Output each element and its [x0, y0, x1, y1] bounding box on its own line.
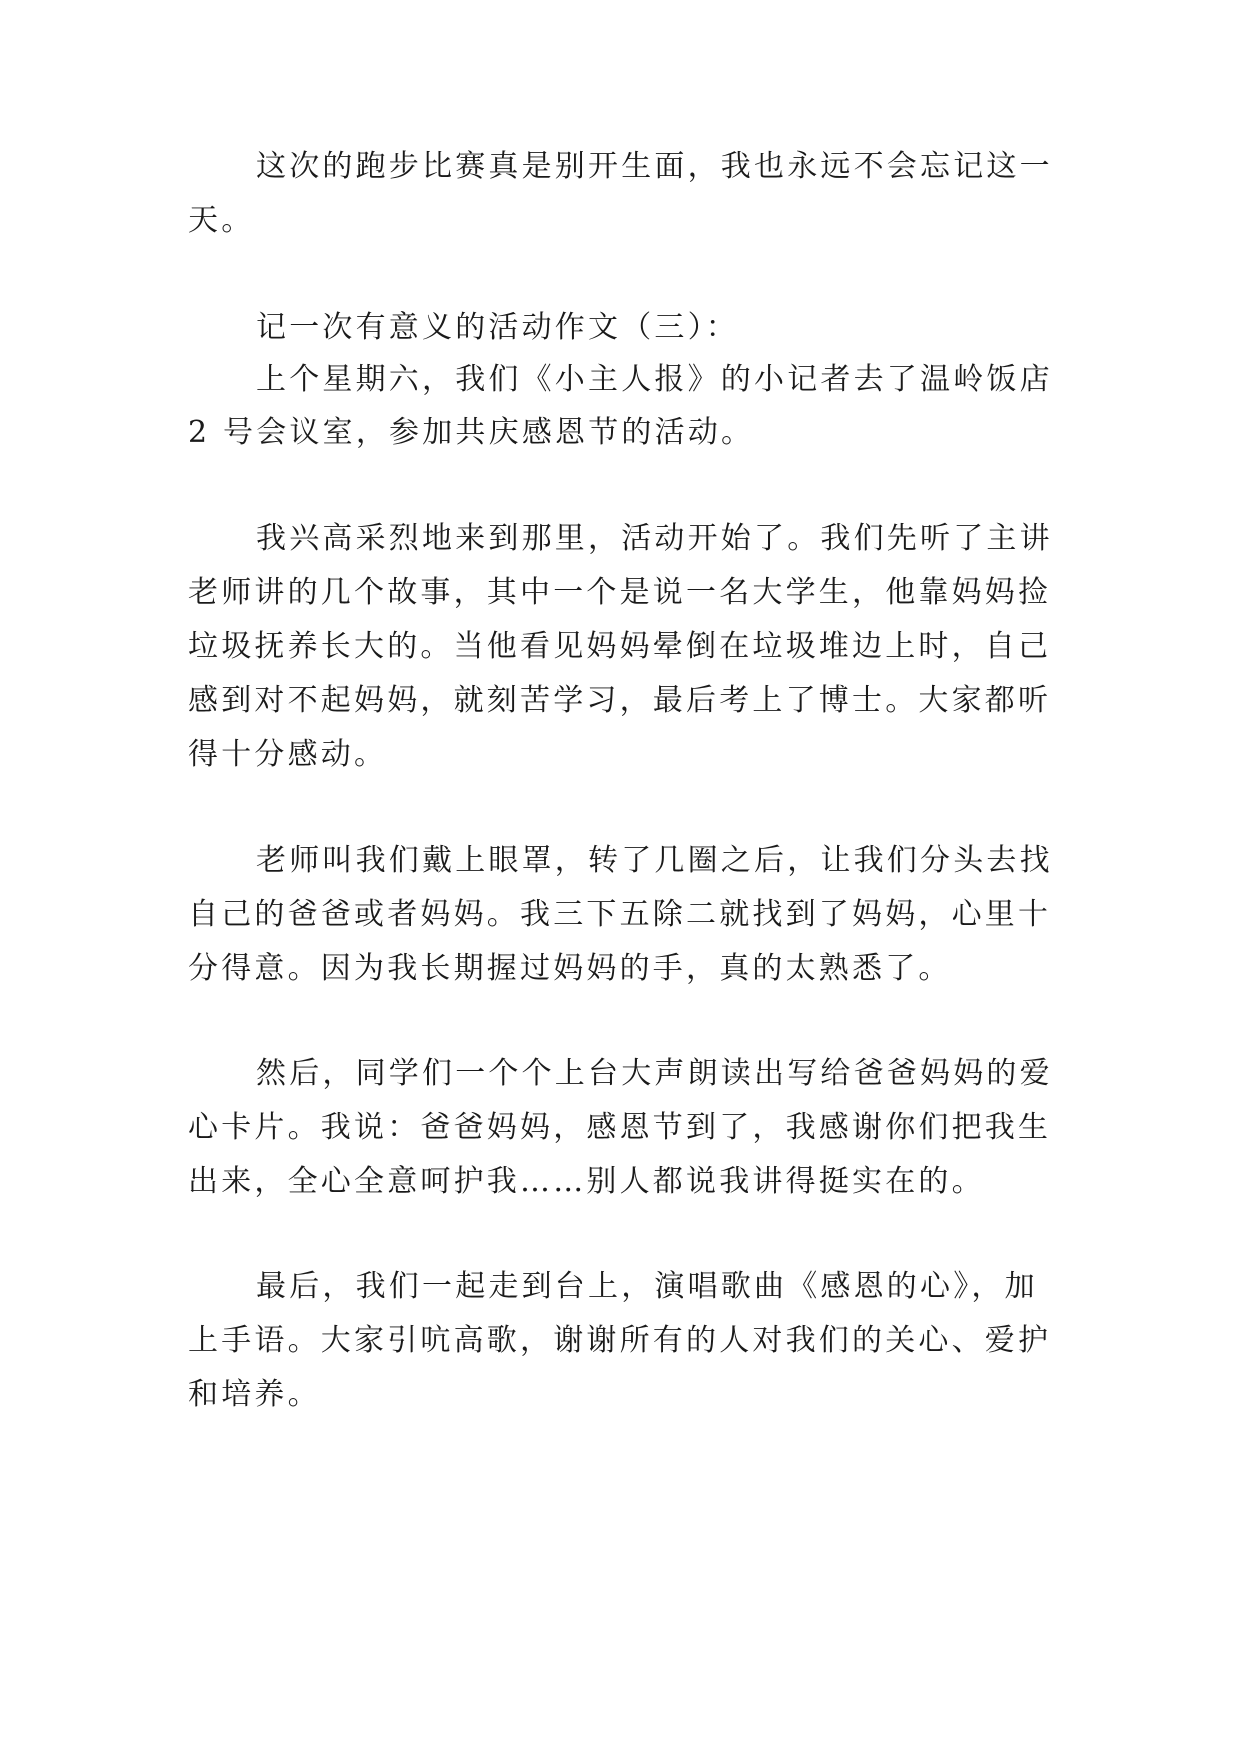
paragraph-line: 自己的爸爸或者妈妈。我三下五除二就找到了妈妈，心里十 — [188, 897, 1052, 932]
paragraph-line: 上手语。大家引吭高歌，谢谢所有的人对我们的关心、爱护 — [188, 1323, 1052, 1358]
paragraph-line: 得十分感动。 — [188, 737, 388, 772]
paragraph-line: 上个星期六，我们《小主人报》的小记者去了温岭饭店 — [256, 362, 1053, 397]
paragraph-line: 出来，全心全意呵护我……别人都说我讲得挺实在的。 — [188, 1164, 985, 1199]
paragraph-line: 垃圾抚养长大的。当他看见妈妈晕倒在垃圾堆边上时，自己 — [188, 629, 1052, 664]
paragraph-line: 天。 — [188, 203, 255, 238]
essay-heading-text: 记一次有意义的活动作文（三）： — [256, 310, 739, 345]
paragraph-line: 分得意。因为我长期握过妈妈的手，真的太熟悉了。 — [188, 951, 952, 986]
paragraph-line: 我兴高采烈地来到那里，活动开始了。我们先听了主讲 — [256, 521, 1053, 556]
paragraph-line: 和培养。 — [188, 1377, 321, 1412]
paragraph-line: 2 号会议室，参加共庆感恩节的活动。 — [188, 415, 755, 450]
paragraph-line: 感到对不起妈妈，就刻苦学习，最后考上了博士。大家都听 — [188, 683, 1052, 718]
paragraph-line: 老师叫我们戴上眼罩，转了几圈之后，让我们分头去找 — [256, 843, 1053, 878]
paragraph-line: 这次的跑步比赛真是别开生面，我也永远不会忘记这一 — [256, 149, 1053, 184]
paragraph-line: 然后，同学们一个个上台大声朗读出写给爸爸妈妈的爱 — [256, 1056, 1053, 1091]
paragraph-line: 老师讲的几个故事，其中一个是说一名大学生，他靠妈妈捡 — [188, 575, 1052, 610]
paragraph-line: 最后，我们一起走到台上，演唱歌曲《感恩的心》，加 — [256, 1269, 1038, 1304]
paragraph-line: 心卡片。我说：爸爸妈妈，感恩节到了，我感谢你们把我生 — [188, 1110, 1052, 1145]
